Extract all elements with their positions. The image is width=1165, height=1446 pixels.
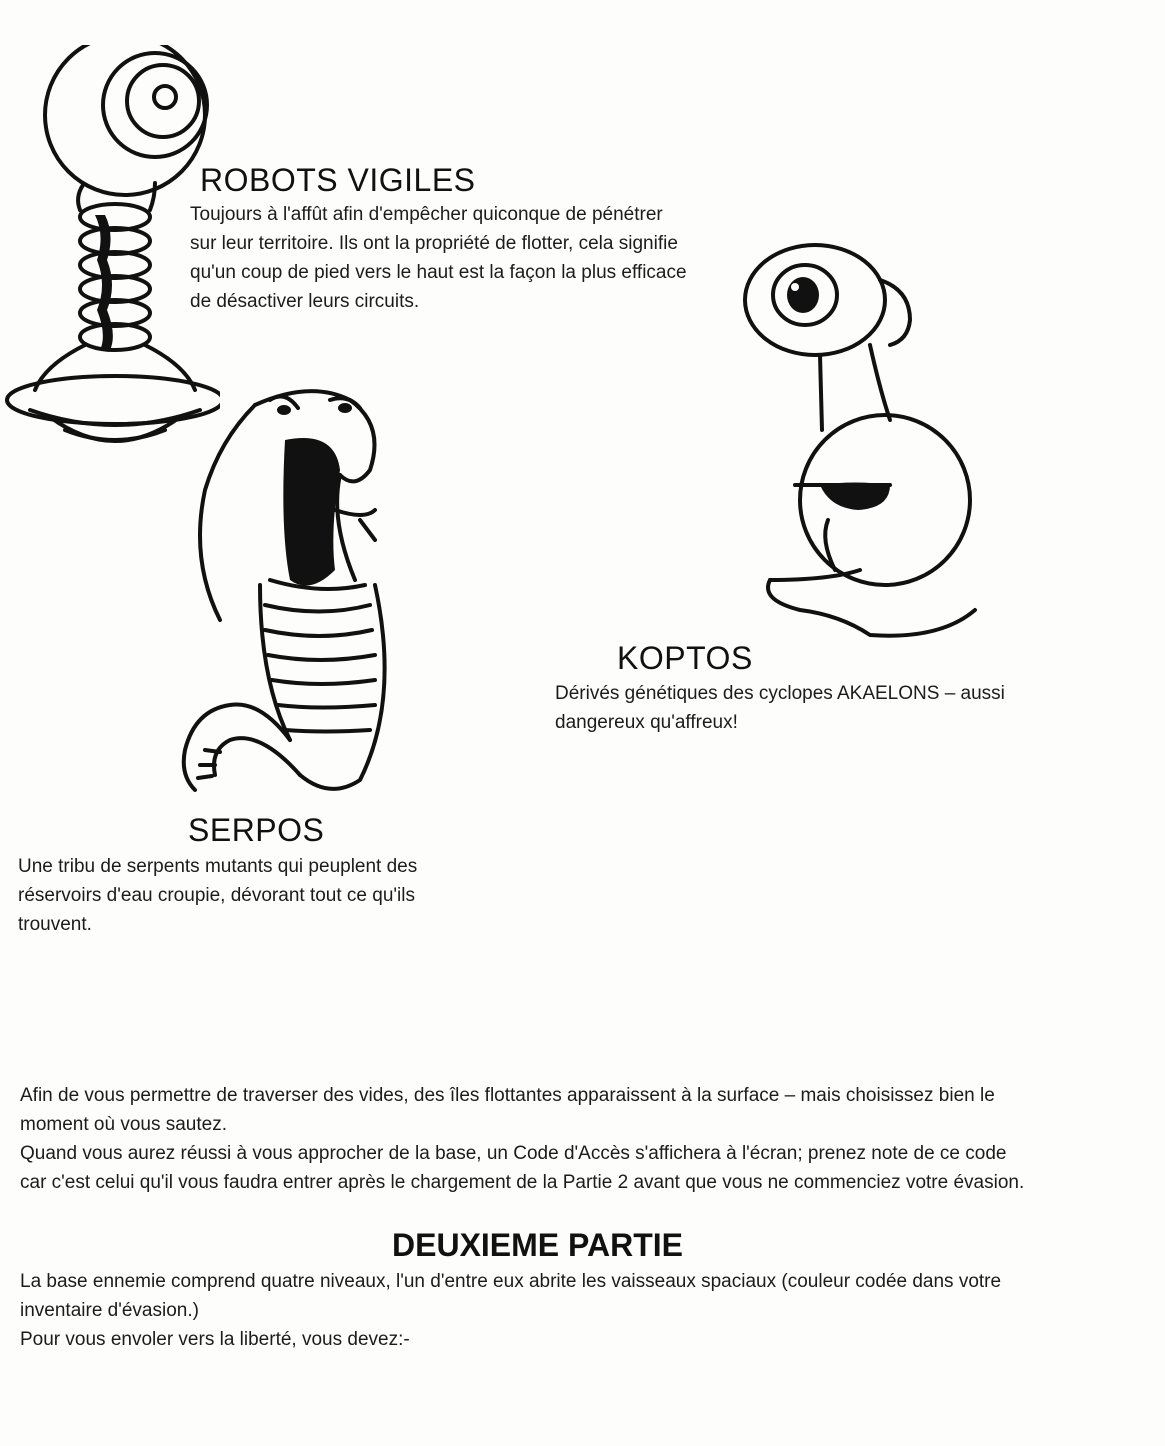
robots-vigiles-description: Toujours à l'affût afin d'empêcher quiconque de pénétrer sur leur territoire. Ils ont la propriété de flotter, cela signifie qu'un coup de pied vers le haut est la façon la plus efficace de désactiver leurs circuits.	[190, 204, 687, 312]
serpos-title: SERPOS	[188, 812, 325, 848]
robots-vigiles-title: ROBOTS VIGILES	[200, 162, 476, 198]
body-text-block-2	[20, 1267, 1040, 1354]
serpos-illustration	[160, 380, 400, 820]
paragraph-access-code: Quand vous aurez réussi à vous approcher de la base, un Code d'Accès s'affichera à l'écran; prenez note de ce code car c'est celui qu'il vous faudra entrer après le chargement de la Partie 2 avant que vous ne commenciez votre évasion.	[20, 1143, 1025, 1193]
serpos-description: Une tribu de serpents mutants qui peuplent des réservoirs d'eau croupie, dévorant tout ce qu'ils trouvent.	[18, 856, 418, 935]
koptos-description: Dérivés génétiques des cyclopes AKAELONS – aussi dangereux qu'affreux!	[555, 683, 1005, 733]
section-heading-deuxieme-partie: DEUXIEME PARTIE	[392, 1227, 683, 1263]
paragraph-enemy-base: La base ennemie comprend quatre niveaux, l'un d'entre eux abrite les vaisseaux spaciaux (couleur codée dans votre inventaire d'évasion.)	[20, 1271, 1002, 1321]
paragraph-freedom: Pour vous envoler vers la liberté, vous devez:-	[20, 1329, 410, 1350]
body-text-block	[20, 1081, 1030, 1197]
paragraph-floating-islands: Afin de vous permettre de traverser des vides, des îles flottantes apparaissent à la surface – mais choisissez bien le moment où vous sautez.	[20, 1085, 995, 1135]
koptos-title: KOPTOS	[617, 640, 753, 676]
koptos-illustration	[740, 240, 1000, 650]
